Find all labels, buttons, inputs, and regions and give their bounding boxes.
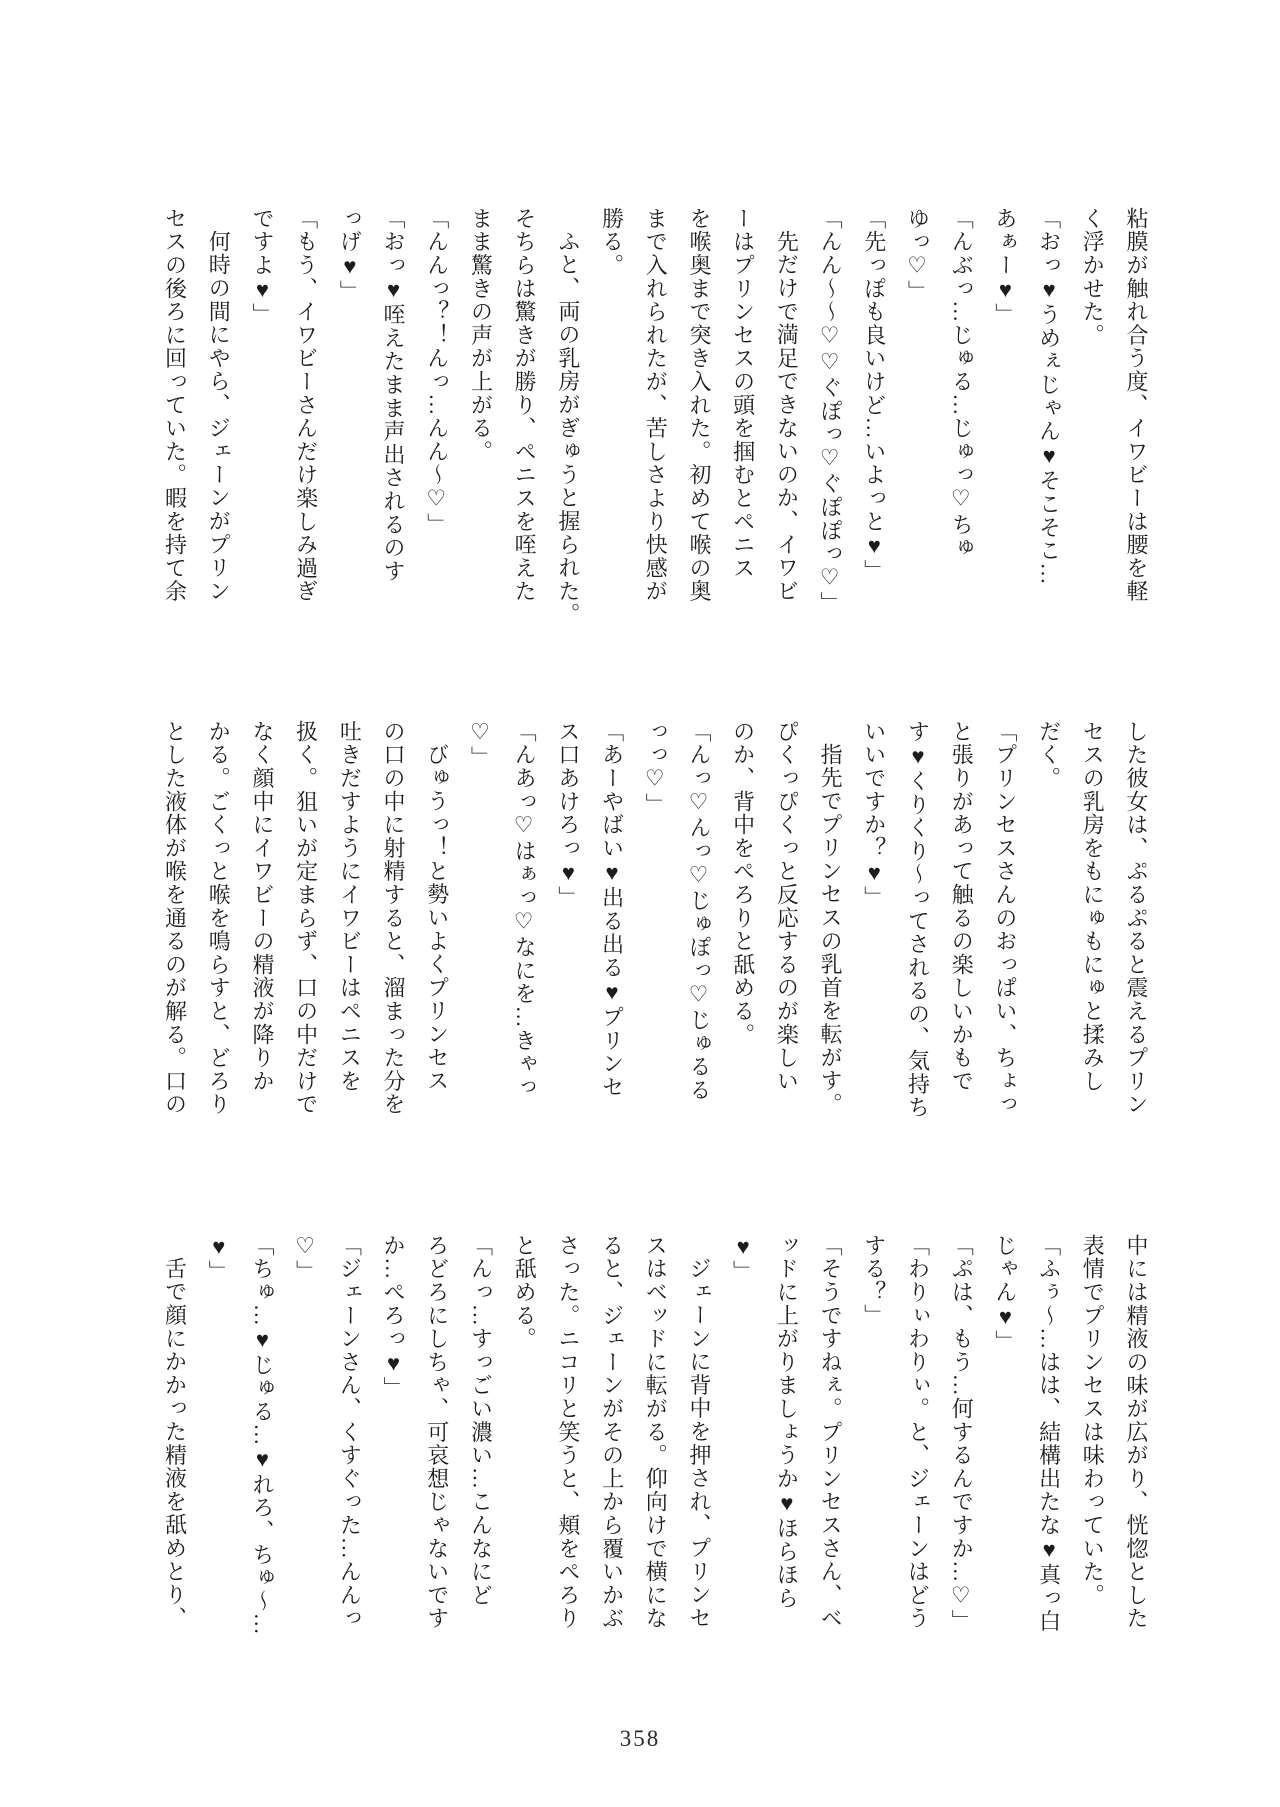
text-column: ス口あけろっ♥」 [555,720,581,910]
text-column: 扱く。狙いが定まらず、口の中だけで [293,720,319,1117]
text-column: ーはプリンセスの頭を掴むとペニス [730,207,756,580]
text-column: ♥」 [206,1234,232,1284]
text-column: 中には精液の味が広がり、恍惚とした [1124,1234,1149,1631]
text-column: セスの後ろに回っていた。暇を持て余 [162,207,188,604]
text-column: ♡」 [293,1234,319,1284]
text-column: っげ♥」 [337,207,363,304]
text-column: 舌で顔にかかった精液を舐めとり、 [162,1257,188,1631]
text-column: 「ちゅ…♥じゅる…♥れろ、ちゅ〜… [249,1234,275,1637]
text-column: ♥」 [730,1234,756,1284]
text-column: っっ♡」 [643,720,669,817]
text-column: とした液体が喉を通るのが解る。口の [162,720,188,1117]
text-column: 「んぶっ…じゅる…じゅっ♡ちゅ [949,207,975,560]
text-column: 「んんっ？！んっ…んん〜♡」 [424,207,450,537]
text-column: した彼女は、ぷるぷると震えるプリン [1124,720,1149,1117]
text-column: 勝る。 [599,207,625,277]
text-column: なく顔中にイワビーの精液が降りか [249,720,275,1093]
text-column: ♡」 [468,720,494,770]
text-band-middle [153,720,1158,1152]
text-column: まで入れられたが、苦しさより快感が [643,207,669,604]
text-column: ふと、両の乳房がぎゅうと握られた。 [555,230,581,627]
text-column: 「ジェーンさん、くすぐった…んんっ [337,1234,363,1631]
text-column: スはベッドに転がる。仰向けで横にな [643,1234,669,1631]
text-column: 「プリンセスさんのおっぱい、ちょっ [992,720,1018,1117]
text-column: ろどろにしちゃ、可哀想じゃないです [424,1234,450,1631]
text-column: 「わりぃわりぃ。と、ジェーンはどう [905,1234,931,1631]
text-column: 「んん〜〜♡♡ぐぽっ♡ぐぽぽっ♡」 [818,207,844,616]
text-band-top [153,207,1158,639]
text-column: と張りがあって触るの楽しいかもで [949,720,975,1093]
page-number: 358 [619,1726,661,1751]
text-column: 「ふぅ〜…はは、結構出たな♥真っ白 [1036,1234,1062,1634]
text-column: 「ぷは、もう…何するんですか…♡」 [949,1234,975,1634]
text-column: 「おっ♥咥えたまま声出されるのす [381,207,407,583]
text-column: 指先でプリンセスの乳首を転がす。 [818,743,844,1117]
text-column: する？」 [861,1234,887,1328]
text-column: かる。ごくっと喉を鳴らすと、どろり [206,720,232,1117]
text-column: あぁー♥」 [992,207,1018,327]
text-column: セスの乳房をもにゅもにゅと揉みし [1080,720,1106,1093]
text-column: だく。 [1036,720,1062,790]
text-column: 「んっ…すっごい濃い…こんなにど [468,1234,494,1607]
text-column: いいですか？♥」 [861,720,887,910]
text-column: す♥くりくり〜ってされるの、気持ち [905,720,931,1120]
text-column: の口の中に射精すると、溜まった分を [381,720,407,1117]
text-column: ると、ジェーンがその上から覆いかぶ [599,1234,625,1631]
text-column: 吐きだすようにイワビーはペニスを [337,720,363,1093]
text-column: 粘膜が触れ合う度、イワビーは腰を軽 [1124,207,1149,604]
text-column: ぴくっぴくっと反応するのが楽しい [774,720,800,1093]
text-column: 「もう、イワビーさんだけ楽しみ過ぎ [293,207,319,604]
text-band-bottom [153,1234,1158,1666]
text-column: 「あーやばい♥出る出る♥プリンセ [599,720,625,1099]
text-column: ゆっ♡」 [905,207,931,304]
text-column: と舐める。 [512,1234,538,1351]
text-column: まま驚きの声が上がる。 [468,207,494,464]
text-column: を喉奥まで突き入れた。初めて喉の奥 [686,207,712,604]
text-column: 先だけで満足できないのか、イワビ [774,230,800,604]
text-column: のか、背中をぺろりと舐める。 [730,720,756,1047]
text-column: 「おっ♥うめぇじゃん♥そこそこ… [1036,207,1062,586]
text-column: 「んあっ♡はぁっ♡なにを…きゃっ [512,720,538,1099]
text-column: そちらは驚きが勝り、ペニスを咥えた [512,207,538,604]
text-column: ですよ♥」 [249,207,275,327]
text-column: 何時の間にやら、ジェーンがプリン [206,230,232,604]
text-column: ッドに上がりましょうか♥ほらほら [774,1234,800,1610]
text-column: 「そうですねぇ。プリンセスさん、ベ [818,1234,844,1631]
text-column: 表情でプリンセスは味わっていた。 [1080,1234,1106,1607]
text-column: じゃん♥」 [992,1234,1018,1354]
text-column: か…ぺろっ♥」 [381,1234,407,1401]
text-column: 「んっ♡んっ♡じゅぽっ♡じゅるる [686,720,712,1102]
text-column: びゅうっ！と勢いよくプリンセス [424,743,450,1093]
text-column: く浮かせた。 [1080,207,1106,347]
text-column: さった。ニコリと笑うと、頬をぺろり [555,1234,581,1631]
text-column: ジェーンに背中を押され、プリンセ [686,1257,712,1631]
text-column: 「先っぽも良いけど…いよっと♥」 [861,207,887,583]
